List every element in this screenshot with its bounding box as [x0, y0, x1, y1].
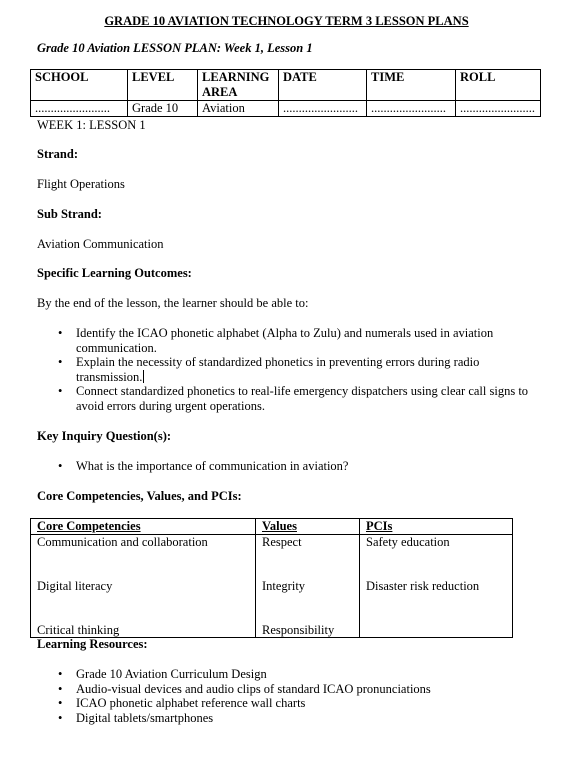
header-core-competencies: Core Competencies — [31, 519, 256, 535]
header-roll: ROLL — [456, 70, 541, 101]
school-field[interactable]: ........................ — [31, 101, 128, 117]
list-item — [37, 459, 537, 474]
strand-heading: Strand: — [37, 147, 78, 161]
value-cell: Responsibility — [256, 623, 360, 638]
resources-heading: Learning Resources: — [37, 637, 148, 651]
info-table-value-row — [31, 101, 541, 117]
bullet-icon: • — [58, 710, 63, 725]
outcomes-list — [37, 326, 537, 414]
list-item-text: What is the importance of communication in aviation? — [76, 459, 349, 473]
sub-strand-heading: Sub Strand: — [37, 207, 102, 221]
info-table-header-row — [31, 70, 541, 101]
header-level: LEVEL — [128, 70, 198, 101]
bullet-icon: • — [58, 681, 63, 696]
text-cursor — [143, 370, 144, 383]
pci-cell — [360, 623, 513, 638]
time-field[interactable]: ........................ — [367, 101, 456, 117]
date-field[interactable]: ........................ — [279, 101, 367, 117]
header-values: Values — [256, 519, 360, 535]
competencies-table — [30, 518, 513, 638]
pci-cell: Safety education — [360, 534, 513, 579]
outcomes-intro: By the end of the lesson, the learner should be able to: — [37, 296, 309, 310]
learning-area-value: Aviation — [198, 101, 279, 117]
bullet-icon: • — [58, 667, 63, 681]
competencies-heading: Core Competencies, Values, and PCIs: — [37, 489, 242, 503]
header-learning-area: LEARNING AREA — [198, 70, 279, 101]
inquiry-list — [37, 459, 537, 474]
header-pcis: PCIs — [360, 519, 513, 535]
lesson-subtitle: Grade 10 Aviation LESSON PLAN: Week 1, Lesson 1 — [37, 41, 313, 55]
list-item-text: Identify the ICAO phonetic alphabet (Alpha to Zulu) and numerals used in aviation communication. — [76, 326, 494, 355]
outcomes-heading: Specific Learning Outcomes: — [37, 266, 192, 280]
table-row — [31, 534, 513, 579]
list-item — [37, 696, 537, 711]
list-item — [37, 384, 537, 413]
list-item — [37, 667, 537, 682]
sub-strand-value: Aviation Communication — [37, 237, 164, 251]
bullet-icon: • — [58, 384, 63, 399]
list-item-text: Audio-visual devices and audio clips of standard ICAO pronunciations — [76, 681, 431, 696]
value-cell: Integrity — [256, 579, 360, 623]
document-title: GRADE 10 AVIATION TECHNOLOGY TERM 3 LESSON PLANS — [104, 14, 469, 28]
list-item-text: Connect standardized phonetics to real-life emergency dispatchers using clear call signs to avoid errors during urgent operations. — [76, 384, 529, 413]
header-date: DATE — [279, 70, 367, 101]
competency-cell: Communication and collaboration — [31, 534, 256, 579]
competency-cell: Digital literacy — [31, 579, 256, 623]
resources-list — [37, 667, 537, 725]
info-table — [30, 69, 541, 117]
list-item-text: Digital tablets/smartphones — [76, 710, 214, 725]
value-cell: Respect — [256, 534, 360, 579]
competencies-header-row — [31, 519, 513, 535]
roll-field[interactable]: ........................ — [456, 101, 541, 117]
list-item — [37, 711, 537, 726]
list-item-text: Grade 10 Aviation Curriculum Design — [76, 667, 267, 681]
bullet-icon: • — [58, 459, 63, 473]
level-value: Grade 10 — [128, 101, 198, 117]
inquiry-heading: Key Inquiry Question(s): — [37, 429, 172, 443]
bullet-icon: • — [58, 326, 63, 340]
list-item — [37, 355, 537, 384]
list-item-text: ICAO phonetic alphabet reference wall charts — [76, 696, 306, 711]
competency-cell: Critical thinking — [31, 623, 256, 638]
week-label: WEEK 1: LESSON 1 — [37, 118, 146, 132]
list-item — [37, 682, 537, 697]
table-row — [31, 623, 513, 638]
bullet-icon: • — [58, 696, 63, 711]
strand-value: Flight Operations — [37, 177, 125, 191]
list-item-text: Explain the necessity of standardized phonetics in preventing errors during radio transmission. — [76, 355, 480, 384]
table-row — [31, 579, 513, 623]
pci-cell: Disaster risk reduction — [360, 579, 513, 623]
header-school: SCHOOL — [31, 70, 128, 101]
list-item — [37, 326, 537, 355]
header-time: TIME — [367, 70, 456, 101]
bullet-icon: • — [58, 355, 63, 370]
